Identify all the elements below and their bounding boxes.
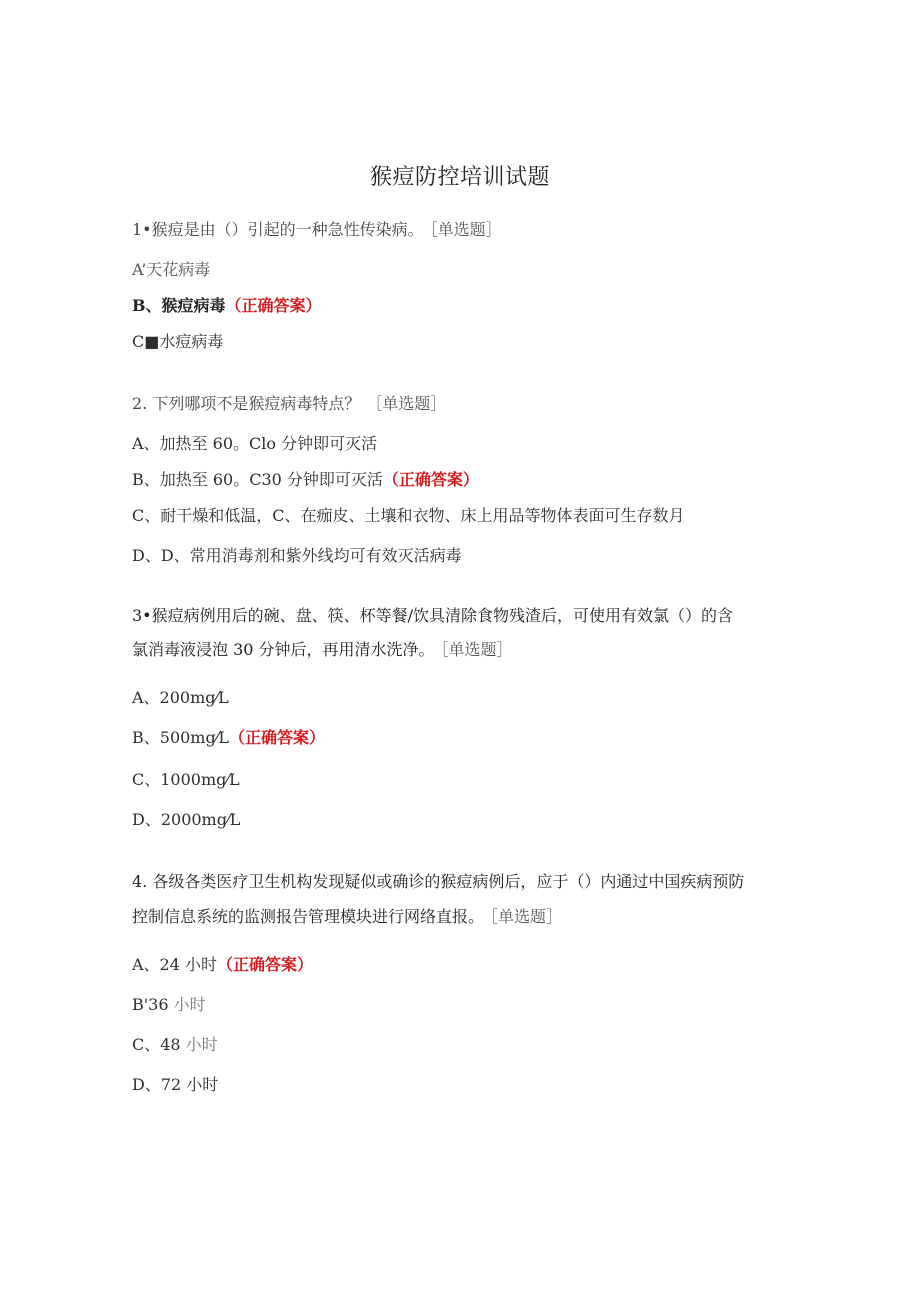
correct-answer-mark: （正确答案）: [229, 728, 326, 747]
question-4-option-a-text: A、24 小时: [132, 955, 218, 974]
question-4-option-c-suffix: 小时: [180, 1035, 218, 1054]
question-1-type-tag: ［单选题］: [429, 220, 502, 239]
question-4-option-d: D、72 小时: [132, 1075, 219, 1094]
question-4-option-b-suffix: 小时: [168, 995, 206, 1014]
question-1-option-b: [132, 295, 322, 317]
question-2-option-a: A、加热至 60。Clo 分钟即可灭活: [132, 434, 378, 453]
question-3-option-b-text: B、500mg⁄L: [132, 728, 230, 747]
question-3-text-2: 氯消毒液浸泡 30 分钟后，再用清水洗净。: [132, 640, 435, 659]
question-1-text: 1•猴痘是由（）引起的一种急性传染病。: [132, 220, 424, 239]
question-3-line-1: 3•猴痘病例用后的碗、盘、筷、杯等餐/饮具清除食物残渣后，可使用有效氯（）的含: [132, 606, 734, 625]
question-1-option-a: A’天花病毒: [132, 260, 211, 279]
correct-answer-mark: （正确答案）: [217, 955, 314, 974]
question-4-line-1: 4. 各级各类医疗卫生机构发现疑似或确诊的猴痘病例后，应于（）内通过中国疾病预防: [132, 872, 745, 891]
correct-answer-mark: （正确答案）: [382, 470, 479, 489]
page-title: 猴痘防控培训试题: [369, 165, 550, 190]
question-3-option-d: D、2000mg⁄L: [132, 810, 241, 829]
question-4-option-c-prefix: C、48: [132, 1035, 181, 1054]
question-2-type-tag: ［单选题］: [366, 394, 447, 413]
question-3-type-tag: ［单选题］: [440, 640, 513, 659]
question-2-text: 2. 下列哪项不是猴痘病毒特点？: [132, 394, 361, 413]
question-4-text-2: 控制信息系统的监测报告管理模块进行网络直报。: [132, 907, 485, 926]
question-1-option-b-text: B、猴痘病毒: [132, 296, 226, 315]
question-4-option-b-prefix: B'36: [132, 995, 169, 1014]
question-3-option-b: [132, 727, 325, 749]
question-1: [132, 219, 502, 241]
question-2: [132, 393, 446, 415]
question-3-option-a: A、200mg⁄L: [132, 688, 229, 707]
question-2-option-b: [132, 469, 479, 491]
question-3-line-2: [132, 639, 513, 661]
question-1-option-c: C■水痘病毒: [132, 332, 224, 351]
question-2-option-b-text: B、加热至 60。C30 分钟即可灭活: [132, 470, 383, 489]
question-4-type-tag: ［单选题］: [490, 907, 563, 926]
question-2-option-c: C、耐干燥和低温，C、在痂皮、土壤和衣物、床上用品等物体表面可生存数月: [132, 506, 685, 525]
question-4-option-c: [132, 1034, 218, 1056]
question-2-option-d: D、D、常用消毒剂和紫外线均可有效灭活病毒: [132, 546, 462, 565]
question-3-option-c: C、1000mg⁄L: [132, 770, 240, 789]
question-4-option-a: [132, 954, 313, 976]
correct-answer-mark: （正确答案）: [225, 296, 322, 315]
question-4-line-2: [132, 906, 562, 928]
question-4-option-b: [132, 994, 206, 1016]
